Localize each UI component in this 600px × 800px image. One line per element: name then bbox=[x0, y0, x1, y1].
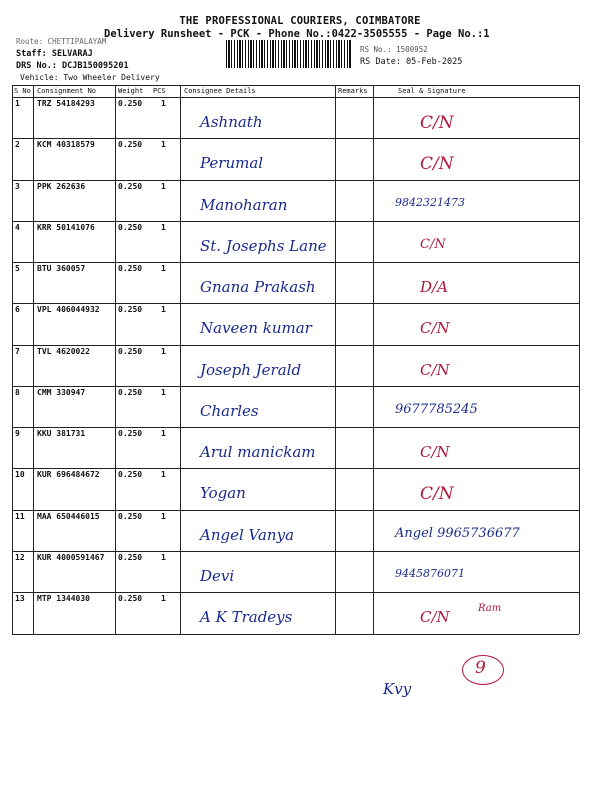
row-pcs: 1 bbox=[161, 140, 166, 150]
row-consignee-handwritten: Angel Vanya bbox=[200, 525, 295, 544]
row-consignment-no: BTU 360057 bbox=[37, 264, 86, 273]
row-signature-handwritten: C/N bbox=[420, 484, 454, 505]
row-consignee-handwritten: Gnana Prakash bbox=[200, 278, 316, 296]
footer-initials: Kvy bbox=[383, 680, 412, 698]
row-consignment-no: VPL 406044932 bbox=[37, 305, 100, 315]
row-weight: 0.250 bbox=[118, 594, 143, 603]
row-weight: 0.250 bbox=[118, 429, 143, 438]
row-consignment-no: KUR 696484672 bbox=[37, 470, 100, 480]
row-sno: 8 bbox=[15, 387, 20, 397]
row-divider bbox=[12, 510, 579, 511]
column-header-pcs: PCS bbox=[153, 87, 166, 95]
row-consignee-handwritten: Manoharan bbox=[200, 195, 288, 214]
row-signature-handwritten: C/N bbox=[420, 319, 450, 338]
row-divider bbox=[12, 262, 579, 263]
row-consignment-no: MTP 1344030 bbox=[37, 594, 90, 603]
row-pcs: 1 bbox=[161, 429, 166, 438]
table-border-top bbox=[12, 85, 579, 86]
row-consignee-handwritten: Arul manickam bbox=[200, 443, 316, 461]
row-weight: 0.250 bbox=[118, 387, 143, 397]
row-sno: 7 bbox=[15, 346, 20, 356]
row-signature-handwritten: C/N bbox=[420, 608, 450, 626]
row-pcs: 1 bbox=[161, 305, 166, 315]
row-signature-handwritten: Angel 9965736677 bbox=[395, 525, 520, 541]
row-consignee-handwritten: Charles bbox=[200, 401, 259, 420]
column-header-weight: Weight bbox=[118, 87, 144, 95]
row-note-handwritten: Ram bbox=[478, 603, 502, 614]
row-sno: 10 bbox=[15, 470, 25, 480]
column-header-consignee: Consignee Details bbox=[184, 87, 256, 95]
route-label: Route: CHETTIPALAYAM bbox=[16, 37, 107, 46]
row-divider bbox=[12, 180, 579, 181]
row-sno: 6 bbox=[15, 305, 20, 315]
row-sno: 3 bbox=[15, 181, 20, 191]
row-signature-handwritten: C/N bbox=[420, 360, 450, 379]
row-sno: 12 bbox=[15, 552, 25, 562]
row-divider bbox=[12, 303, 579, 304]
row-weight: 0.250 bbox=[118, 140, 143, 150]
vehicle-label: Vehicle: Two Wheeler Delivery bbox=[20, 73, 160, 82]
row-consignee-handwritten: Ashnath bbox=[200, 113, 263, 131]
row-pcs: 1 bbox=[161, 552, 166, 562]
footer-count: 9 bbox=[475, 658, 486, 678]
row-divider bbox=[12, 468, 579, 469]
row-divider bbox=[12, 138, 579, 139]
row-weight: 0.250 bbox=[118, 470, 143, 480]
row-consignment-no: CMM 330947 bbox=[37, 387, 86, 397]
row-consignment-no: KCM 40318579 bbox=[37, 140, 95, 150]
table-header-divider bbox=[12, 97, 579, 98]
row-weight: 0.250 bbox=[118, 552, 143, 562]
row-divider bbox=[12, 345, 579, 346]
row-weight: 0.250 bbox=[118, 346, 143, 356]
row-signature-handwritten: C/N bbox=[420, 236, 446, 252]
row-weight: 0.250 bbox=[118, 99, 143, 108]
row-sno: 13 bbox=[15, 594, 25, 603]
row-pcs: 1 bbox=[161, 470, 166, 480]
row-consignment-no: KRR 50141076 bbox=[37, 222, 95, 232]
column-header-seal: Seal & Signature bbox=[398, 87, 466, 95]
table-border-bottom bbox=[12, 634, 579, 635]
row-signature-handwritten: 9677785245 bbox=[395, 401, 478, 417]
row-sno: 2 bbox=[15, 140, 20, 150]
row-sno: 11 bbox=[15, 511, 25, 521]
staff-label: Staff: SELVARAJ bbox=[16, 49, 93, 59]
row-pcs: 1 bbox=[161, 511, 166, 521]
row-divider bbox=[12, 427, 579, 428]
col-divider bbox=[579, 85, 580, 634]
row-pcs: 1 bbox=[161, 181, 166, 191]
row-sno: 9 bbox=[15, 429, 20, 438]
drs-number: DRS No.: DCJB150095201 bbox=[16, 61, 129, 71]
row-weight: 0.250 bbox=[118, 181, 143, 191]
company-title: THE PROFESSIONAL COURIERS, COIMBATORE bbox=[179, 15, 421, 27]
row-consignee-handwritten: Perumal bbox=[200, 154, 264, 173]
row-signature-handwritten: 9445876071 bbox=[395, 566, 465, 580]
row-weight: 0.250 bbox=[118, 264, 143, 273]
rs-date: RS Date: 05-Feb-2025 bbox=[360, 57, 463, 67]
row-pcs: 1 bbox=[161, 222, 166, 232]
row-weight: 0.250 bbox=[118, 305, 143, 315]
row-signature-handwritten: 9842321473 bbox=[395, 195, 465, 209]
runsheet-title: Delivery Runsheet - PCK - Phone No.:0422-3505555 - Page No.:1 bbox=[104, 28, 490, 40]
row-divider bbox=[12, 551, 579, 552]
row-consignee-handwritten: Devi bbox=[200, 566, 235, 585]
column-header-consignment: Consignment No bbox=[37, 87, 97, 95]
row-divider bbox=[12, 386, 579, 387]
row-consignment-no: MAA 650446015 bbox=[37, 511, 100, 521]
row-consignment-no: KKU 381731 bbox=[37, 429, 86, 438]
column-header-remarks: Remarks bbox=[338, 87, 368, 95]
row-consignee-handwritten: Joseph Jerald bbox=[200, 360, 302, 379]
row-signature-handwritten: C/N bbox=[420, 154, 454, 175]
row-sno: 1 bbox=[15, 99, 20, 108]
row-pcs: 1 bbox=[161, 99, 166, 108]
row-weight: 0.250 bbox=[118, 511, 143, 521]
row-signature-handwritten: D/A bbox=[420, 278, 448, 296]
barcode-image bbox=[226, 40, 352, 68]
row-weight: 0.250 bbox=[118, 222, 143, 232]
row-divider bbox=[12, 592, 579, 593]
row-consignment-no: TRZ 54184293 bbox=[37, 99, 95, 108]
row-consignee-handwritten: St. Josephs Lane bbox=[200, 236, 327, 255]
row-signature-handwritten: C/N bbox=[420, 443, 450, 461]
row-sno: 5 bbox=[15, 264, 20, 273]
row-signature-handwritten: C/N bbox=[420, 113, 454, 133]
column-header-sno: S No bbox=[14, 87, 31, 95]
row-pcs: 1 bbox=[161, 346, 166, 356]
row-consignment-no: TVL 4620022 bbox=[37, 346, 90, 356]
row-pcs: 1 bbox=[161, 264, 166, 273]
row-divider bbox=[12, 221, 579, 222]
row-consignment-no: PPK 262636 bbox=[37, 181, 86, 191]
row-pcs: 1 bbox=[161, 594, 166, 603]
row-consignee-handwritten: Yogan bbox=[200, 484, 246, 503]
row-sno: 4 bbox=[15, 222, 20, 232]
row-consignment-no: KUR 4000591467 bbox=[37, 552, 105, 562]
row-consignee-handwritten: Naveen kumar bbox=[200, 319, 312, 338]
row-pcs: 1 bbox=[161, 387, 166, 397]
rs-number: RS No.: 1500952 bbox=[360, 45, 428, 54]
row-consignee-handwritten: A K Tradeys bbox=[200, 608, 293, 626]
